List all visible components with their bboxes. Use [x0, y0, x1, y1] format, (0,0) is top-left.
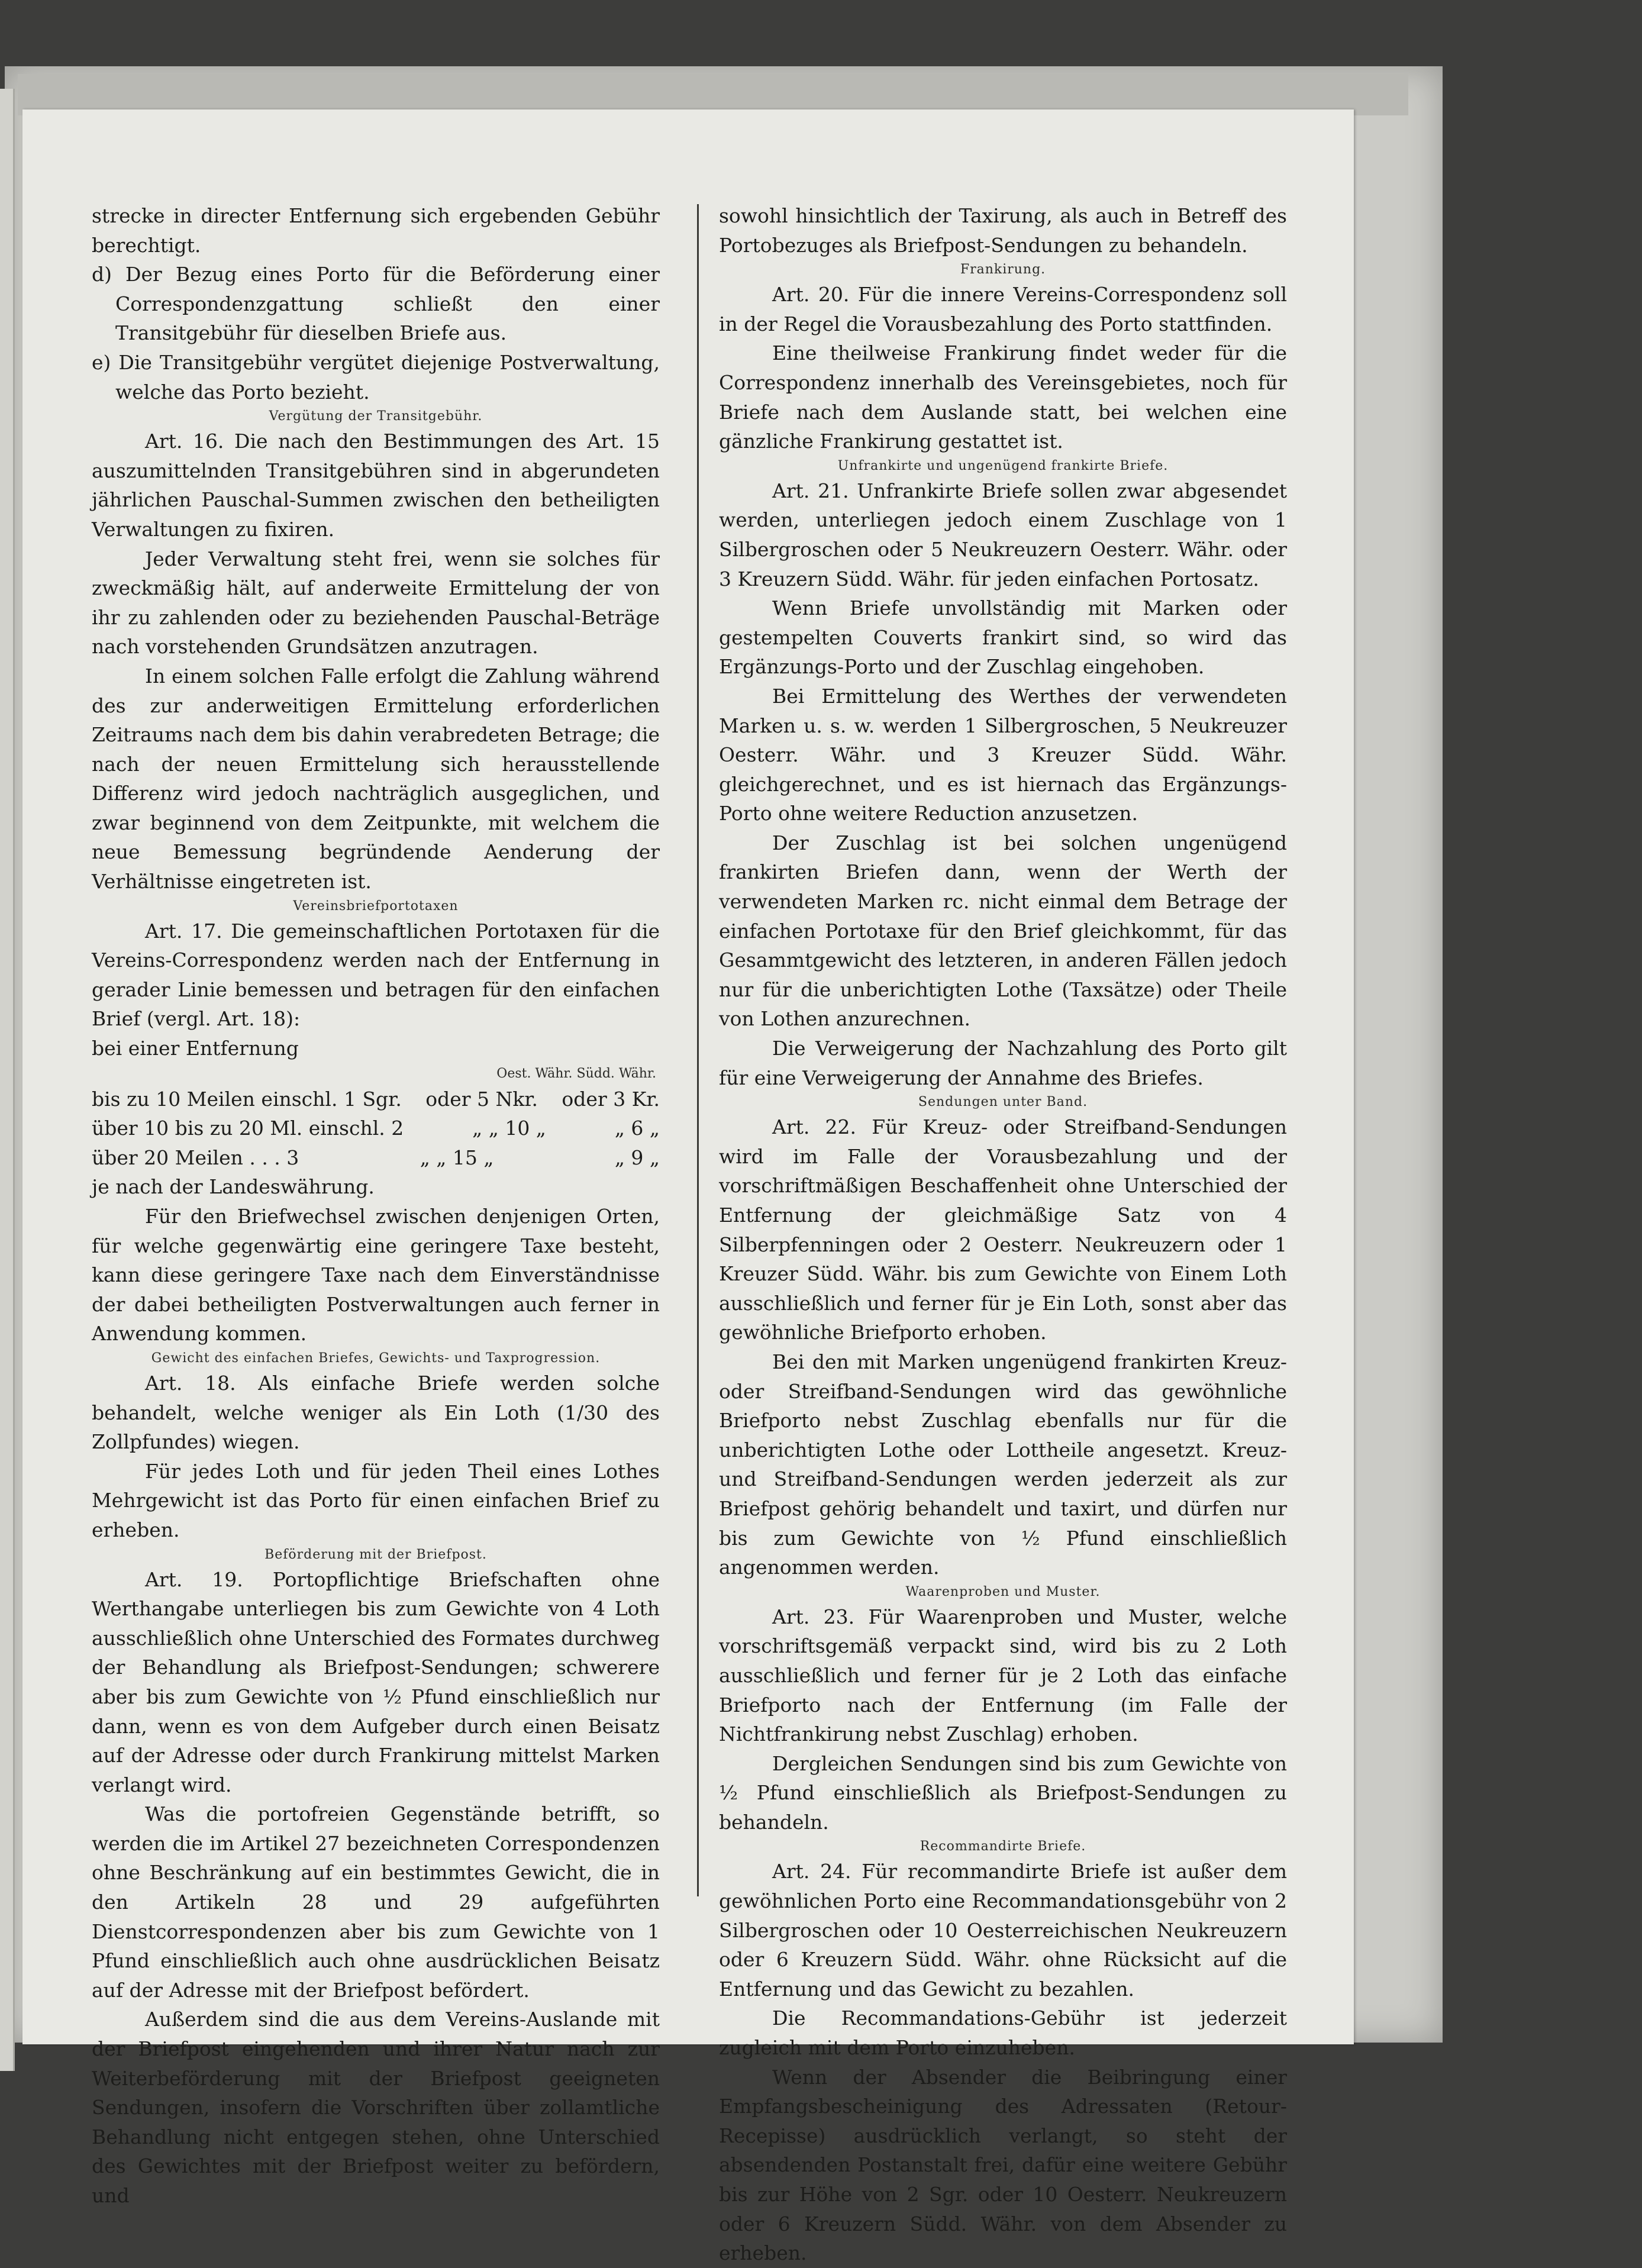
article-24: Art. 24. Für recommandirte Briefe ist außer dem gewöhnlichen Porto eine Recommandationsgebühr von 2 Silbergroschen oder 10 Oesterreichischen Neukreuzern oder 6 Kreuzern Südd. Währ. ohne Rücksicht auf die Entfernung und das Gewicht zu bezahlen. — [719, 1860, 1287, 2001]
paragraph: Wenn Briefe unvollständig mit Marken oder gestempelten Couverts frankirt sind, so wird das Ergänzungs-Porto und der Zuschlag eingehoben. — [719, 596, 1287, 679]
table-cell: über 20 Meilen . . . 3 — [92, 1146, 299, 1169]
paragraph: Bei den mit Marken ungenügend frankirten Kreuz- oder Streifband-Sendungen wird das gewöhnliche Briefporto nebst Zuschlag ebenfalls nur für die unberichtigten Lothe oder Lottheile angesetzt. Kreuz- und Streifband-Sendungen werden jederzeit als zur Briefpost gehörig behandelt und taxirt, und dürfen nur bis zum Gewichte von ½ Pfund einschließlich angenommen werden. — [719, 1350, 1287, 1579]
margin-heading: Beförderung mit der Briefpost. — [264, 1547, 487, 1562]
article-23: Art. 23. Für Waarenproben und Muster, welche vorschriftsgemäß verpackt sind, wird bis zu 2 Loth ausschließlich und ferner für je 2 Loth das einfache Briefporto nach der Entfernung (im Falle der Nichtfrankirung nebst Zuschlag) erhoben. — [719, 1605, 1287, 1746]
column-divider — [697, 204, 699, 1896]
table-cell: bis zu 10 Meilen einschl. 1 Sgr. — [92, 1087, 402, 1111]
article-19: Art. 19. Portopflichtige Briefschaften ohne Werthangabe unterliegen bis zum Gewichte von 4 Loth ausschließlich ohne Unterschied des Formates durchweg der Behandlung als Briefpost-Sendungen; schwerere aber bis zum Gewichte von ½ Pfund einschließlich nur dann, wenn es von dem Aufgeber durch einen Beisatz auf der Adresse oder durch Frankirung mittelst Marken verlangt wird. — [92, 1567, 660, 1796]
tariff-table-header: Oest. Währ. Südd. Währ. — [496, 1066, 656, 1081]
paragraph: strecke in directer Entfernung sich ergebenden Gebühr berechtigt. — [92, 204, 660, 257]
paragraph: Wenn der Absender die Beibringung einer Empfangsbescheinigung des Adressaten (Retour-Recepisse) ausdrücklich verlangt, so steht der absendenden Postanstalt frei, dafür eine weitere Gebühr bis zur Höhe von 2 Sgr. oder 10 Oesterr. Neukreuzern oder 6 Kreuzern Südd. Währ. von dem Absender zu erheben. — [719, 2065, 1287, 2265]
article-18: Art. 18. Als einfache Briefe werden solche behandelt, welche weniger als Ein Loth (1/30 des Zollpfundes) wiegen. — [92, 1371, 660, 1454]
table-row — [92, 1143, 660, 1173]
book-spine — [0, 89, 15, 2071]
right-column — [719, 201, 1287, 2268]
paragraph: Jeder Verwaltung steht frei, wenn sie solches für zweckmäßig hält, auf anderweite Ermittelung der von ihr zu zahlenden oder zu beziehenden Pauschal-Beträge nach vorstehenden Grundsätzen anzutragen. — [92, 547, 660, 659]
table-cell: „ „ 15 „ — [420, 1146, 494, 1169]
paragraph: Außerdem sind die aus dem Vereins-Auslande mit der Briefpost eingehenden und ihrer Natur nach zur Weiterbeförderung mit der Briefpost geeigneten Sendungen, insofern die Vorschriften über zollamtliche Behandlung nicht entgegen stehen, ohne Unterschied des Gewichtes mit der Briefpost weiter zu befördern, und — [92, 2008, 660, 2207]
margin-heading: Recommandirte Briefe. — [920, 1839, 1086, 1854]
margin-heading: Vereinsbriefportotaxen — [293, 898, 459, 914]
article-21: Art. 21. Unfrankirte Briefe sollen zwar abgesendet werden, unterliegen jedoch einem Zuschlage von 1 Silbergroschen oder 5 Neukreuzern Oesterr. Währ. oder 3 Kreuzern Südd. Währ. für jeden einfachen Portosatz. — [719, 479, 1287, 591]
table-cell: „ 6 „ — [614, 1117, 660, 1140]
table-cell: oder 3 Kr. — [562, 1087, 660, 1111]
paragraph: Dergleichen Sendungen sind bis zum Gewichte von ½ Pfund einschließlich als Briefpost-Sendungen zu behandeln. — [719, 1751, 1287, 1834]
list-item: d) Der Bezug eines Porto für die Beförderung einer Correspondenzgattung schließt den einer Transitgebühr für dieselben Briefe aus. — [92, 263, 660, 345]
table-cell: „ 9 „ — [614, 1146, 660, 1169]
article-22: Art. 22. Für Kreuz- oder Streifband-Sendungen wird im Falle der Vorausbezahlung und der vorschriftmäßigen Beschaffenheit ohne Unterschied der Entfernung der gleichmäßige Satz von 4 Silberpfenningen oder 2 Oesterr. Neukreuzern oder 1 Kreuzer Südd. Währ. bis zum Gewichte von Einem Loth ausschließlich und ferner für je Ein Loth, sonst aber das gewöhnliche Briefporto erhoben. — [719, 1115, 1287, 1344]
margin-heading: Frankirung. — [960, 262, 1046, 278]
paragraph: sowohl hinsichtlich der Taxirung, als auch in Betreff des Portobezuges als Briefpost-Sendungen zu behandeln. — [719, 204, 1287, 257]
table-cell: „ „ 10 „ — [472, 1117, 546, 1140]
paragraph: Eine theilweise Frankirung findet weder für die Correspondenz innerhalb des Vereinsgebietes, noch für Briefe nach dem Auslande statt, bei welchen eine gänzliche Frankirung gestattet ist. — [719, 341, 1287, 453]
list-item: e) Die Transitgebühr vergütet diejenige Postverwaltung, welche das Porto bezieht. — [92, 350, 660, 404]
article-17: Art. 17. Die gemeinschaftlichen Portotaxen für die Vereins-Correspondenz werden nach der Entfernung in gerader Linie bemessen und betragen für den einfachen Brief (vergl. Art. 18): — [92, 919, 660, 1031]
paragraph: Für den Briefwechsel zwischen denjenigen Orten, für welche gegenwärtig eine geringere Taxe besteht, kann diese geringere Taxe nach dem Einverständnisse der dabei betheiligten Postverwaltungen auch ferner in Anwendung kommen. — [92, 1205, 660, 1346]
article-20: Art. 20. Für die innere Vereins-Correspondenz soll in der Regel die Vorausbezahlung des Porto stattfinden. — [719, 283, 1287, 335]
table-cell: über 10 bis zu 20 Ml. einschl. 2 — [92, 1117, 404, 1140]
paragraph: Was die portofreien Gegenstände betrifft, so werden die im Artikel 27 bezeichneten Correspondenzen ohne Beschränkung auf ein bestimmtes Gewicht, die in den Artikeln 28 und 29 aufgeführten Dienstcorrespondenzen aber bis zum Gewichte von 1 Pfund einschließlich auch ohne ausdrücklichen Beisatz auf der Adresse mit der Briefpost befördert. — [92, 1802, 660, 2002]
margin-heading: Unfrankirte und ungenügend frankirte Briefe. — [837, 458, 1169, 473]
paragraph: In einem solchen Falle erfolgt die Zahlung während des zur anderweitigen Ermittelung erforderlichen Zeitraums nach dem bis dahin verabredeten Betrage; die nach der neuen Ermittelung sich herausstellende Differenz wird jedoch nachträglich ausgeglichen, und zwar beginnend von dem Zeitpunkte, mit welchem die neue Bemessung begründende Aenderung der Verhältnisse eingetreten ist. — [92, 664, 660, 893]
table-row — [92, 1114, 660, 1143]
paragraph: bei einer Entfernung — [92, 1037, 299, 1060]
tariff-table — [92, 1085, 660, 1173]
table-row — [92, 1085, 660, 1114]
paragraph: Der Zuschlag ist bei solchen ungenügend frankirten Briefen dann, wenn der Werth der verwendeten Marken rc. nicht einmal dem Betrage der einfachen Portotaxe für den Brief gleichkommt, für das Gesammtgewicht des letzteren, in anderen Fällen jedoch nur für die unberichtigten Lothe (Taxsätze) oder Theile von Lothen anzurechnen. — [719, 831, 1287, 1031]
table-cell: oder 5 Nkr. — [425, 1087, 538, 1111]
paragraph: je nach der Landeswährung. — [92, 1175, 375, 1199]
paragraph: Die Recommandations-Gebühr ist jederzeit zugleich mit dem Porto einzuheben. — [719, 2006, 1287, 2060]
article-16: Art. 16. Die nach den Bestimmungen des Art. 15 auszumittelnden Transitgebühren sind in abgerundeten jährlichen Pauschal-Summen zwischen den betheiligten Verwaltungen zu fixiren. — [92, 430, 660, 541]
paragraph: Bei Ermittelung des Werthes der verwendeten Marken u. s. w. werden 1 Silbergroschen, 5 Neukreuzer Oesterr. Währ. und 3 Kreuzer Südd. Währ. gleichgerechnet, und es ist hiernach das Ergänzungs-Porto ohne weitere Reduction anzusetzen. — [719, 684, 1287, 825]
margin-heading: Sendungen unter Band. — [918, 1095, 1088, 1110]
margin-heading: Vergütung der Transitgebühr. — [269, 409, 483, 424]
margin-heading: Waarenproben und Muster. — [905, 1584, 1101, 1599]
margin-heading: Gewicht des einfachen Briefes, Gewichts- und Taxprogression. — [151, 1350, 601, 1366]
paragraph: Für jedes Loth und für jeden Theil eines Lothes Mehrgewicht ist das Porto für einen einfachen Brief zu erheben. — [92, 1459, 660, 1541]
left-column — [92, 201, 660, 2211]
paragraph: Die Verweigerung der Nachzahlung des Porto gilt für eine Verweigerung der Annahme des Briefes. — [719, 1037, 1287, 1089]
